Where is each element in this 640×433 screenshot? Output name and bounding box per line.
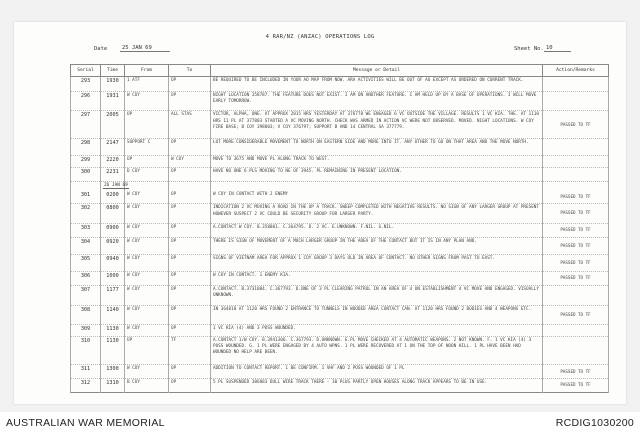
to-cell: ALL STAS (169, 111, 211, 139)
time-cell: 1177 (101, 285, 125, 305)
from-cell: W COY (125, 191, 169, 204)
from-cell: W COY (125, 325, 169, 336)
message-cell: VICTOR, ALPHA, ONE. AT APPROX 2015 HRS YESTERDAY AT 376778 WE ENGAGED 6 VC OUTSIDE THE VILLAGE. RESULTS 1 VC KIA. THE. AT 1110 HRS 11 PL AT 377803 STARTED A VC MOVING NORTH. CHECK WAS ARMED IN ACTION VC WERE NOT OBSERVED. MOVED. NIGHT LOCATIONS. W COY FIRE BASE; B COY 398803; V COY 376797; SUPPORT B AND 14 CENTRAL SA 377779. (211, 111, 543, 139)
from-cell: W COY (125, 91, 169, 111)
from-cell: W COY (125, 272, 169, 286)
time-cell: 2231 (101, 167, 125, 181)
to-cell: OP (169, 365, 211, 379)
table-row (71, 91, 609, 111)
table-cell (543, 181, 609, 191)
serial-cell: 296 (71, 91, 101, 111)
serial-cell: 308 (71, 305, 101, 325)
from-cell: W COY (125, 237, 169, 254)
message-cell: ADDITION TO CONTACT REPORT. 1 BE CONFIRM. 1 VHF AND 2 POSS WOUNDED OF 1 PL (211, 365, 543, 379)
remarks-cell (543, 139, 609, 156)
message-cell: IN 364818 AT 1120 HRS FOUND 2 ENTRANCE TO TUNNELS IN WOODED AREA CONTACT CAN. AT 1120 HRS FOUND 2 BODIES AND 4 WEAPONS ETC. (211, 305, 543, 325)
table-row (71, 336, 609, 365)
remarks-cell (543, 336, 609, 365)
serial-cell: 310 (71, 336, 101, 365)
serial-cell: 305 (71, 254, 101, 271)
message-cell: NIGHT LOCATION 358787. THE FEATURE DOES NOT EXIST. I AM ON ANOTHER FEATURE. I AM HELD UP BY A BASE OF OPERATIONS. I WILL MOVE EARLY TOMORROW. (211, 91, 543, 111)
table-cell (211, 181, 543, 191)
remarks-cell: PASSED TO TF (543, 111, 609, 139)
time-cell: 1140 (101, 305, 125, 325)
message-cell: A.CONTACT 1/W COY. B.3941306. C.367793. D.UNKNOWN. E.PL MOVE CHECKED AT 4 AUTOMATIC WEAPONS. 2 NOT KNOWN. F. 1 VC KIA (4) 3 POSS WOUNDED. G. 1 PL WERE ENGAGED BY 4 AUTO WPNS. 1 PL WERE RECOVERED AT 1 ON THE TOP OF NOON HILL. 1 PL HAVE BEEN HAD WOUNDED NO HELP ARE BEEN. (211, 336, 543, 365)
to-cell: OP (169, 237, 211, 254)
serial-cell: 293 (71, 77, 101, 92)
date-divider-row (71, 181, 609, 191)
to-cell: OP (169, 191, 211, 204)
serial-cell: 302 (71, 204, 101, 224)
to-cell: OP (169, 272, 211, 286)
record-id: RCDIG1030200 (555, 417, 634, 429)
time-cell: 1310 (101, 379, 125, 393)
document-title: 4 RAR/NZ (ANZAC) OPERATIONS LOG (265, 34, 375, 40)
serial-cell: 300 (71, 167, 101, 181)
to-cell: W COY (169, 156, 211, 167)
table-body (71, 77, 609, 393)
header-time: Time (101, 65, 125, 77)
time-cell: 1931 (101, 91, 125, 111)
from-cell: SUPPORT C (125, 139, 169, 156)
from-cell: D COY (125, 167, 169, 181)
serial-cell: 298 (71, 139, 101, 156)
message-cell: THERE IS SIGN OF MOVEMENT OF A MUCH LARGER GROUP IN THE AREA OF THE CONTACT BUT IT IS IN ANY PLAN AND. (211, 237, 543, 254)
table-row (71, 156, 609, 167)
message-cell: 1 VC KIA (4) AND 3 POSS WOUNDED. (211, 325, 543, 336)
from-cell: W COY (125, 285, 169, 305)
serial-cell: 306 (71, 272, 101, 286)
message-cell: HAVE NO ONE 6 PLS MOVING TO NE OF 3945. PL REMAINING IN PRESENT LOCATION. (211, 167, 543, 181)
time-cell: 0940 (101, 254, 125, 271)
header-from: From (125, 65, 169, 77)
time-cell: 1000 (101, 272, 125, 286)
message-cell: LOT MORE CONSIDERABLE MOVEMENT TO NORTH ON EASTERN SIDE AND MORE INTO IT. ANY OTHER TO GO ON THAT AREA AND THE MOVE NORTH. (211, 139, 543, 156)
table-row (71, 191, 609, 204)
from-cell: B COY (125, 379, 169, 393)
table-cell (169, 181, 211, 191)
serial-cell: 304 (71, 237, 101, 254)
header-to: To (169, 65, 211, 77)
table-row (71, 139, 609, 156)
time-cell: 1300 (101, 365, 125, 379)
time-cell: 2147 (101, 139, 125, 156)
to-cell: OP (169, 204, 211, 224)
sheet-label: Sheet No. (514, 46, 544, 52)
serial-cell: 303 (71, 223, 101, 237)
remarks-cell (543, 156, 609, 167)
message-cell: BE REQUIRED TO BE INCLUDED IN YOUR AO MAP FROM NOW. ARA ACTIVITIES WILL BE OUT OF AO EXCEPT AS ORDERED ON CURRENT TRACK. (211, 77, 543, 92)
to-cell: OP (169, 379, 211, 393)
remarks-cell (543, 167, 609, 181)
sheet-value (544, 45, 571, 52)
message-cell: A.CONTACT. B.3731084. C.367793. D.ONE OF 3 PL CLEARING PATROL IN AN AREA OF 4 ON ESTABLISHMENT 4 VC MOVE AND ENGAGED. VISUALLY UNKNOWN. (211, 285, 543, 305)
remarks-cell: PASSED TO TF (543, 379, 609, 393)
message-cell: SIGNS OF VIETNAM AREA FOR APPROX 1 COY GROUP 3 DAYS OLD IN AREA OF CONTACT. NO OTHER SIGNS FROM PAST TO EAST. (211, 254, 543, 271)
log-sheet (14, 22, 626, 404)
date-divider-cell (101, 181, 128, 191)
time-cell: 1930 (101, 77, 125, 92)
time-cell: 0900 (101, 223, 125, 237)
to-cell: OP (169, 91, 211, 111)
to-cell: OP (169, 167, 211, 181)
message-cell: 5 PL SUSPENDED 386883 DULL WIRE TRACK THERE - 30 PLUS PARTLY OPEN HOUSES ALONG TRACK APPEARS TO BE IN USE. (211, 379, 543, 393)
table-row (71, 272, 609, 286)
to-cell: OP (169, 139, 211, 156)
remarks-cell (543, 325, 609, 336)
time-cell: 0200 (101, 191, 125, 204)
table-row (71, 254, 609, 271)
table-cell (125, 181, 169, 191)
to-cell: TF (169, 336, 211, 365)
table-row (71, 365, 609, 379)
from-cell: OP (125, 336, 169, 365)
sheet-value-text: 10 (544, 45, 571, 52)
message-cell: W COY IN CONTACT. 1 ENEMY KIA. (211, 272, 543, 286)
table-row (71, 167, 609, 181)
serial-cell: 301 (71, 191, 101, 204)
table-row (71, 223, 609, 237)
time-cell: 2220 (101, 156, 125, 167)
table-header-row (71, 65, 609, 77)
from-cell: W COY (125, 223, 169, 237)
table-row (71, 77, 609, 92)
remarks-cell: PASSED TO TF (543, 254, 609, 271)
header-action: Action/Remarks (543, 65, 609, 77)
table-row (71, 325, 609, 336)
table-cell (71, 181, 101, 191)
time-cell: 0920 (101, 237, 125, 254)
from-cell: OP (125, 156, 169, 167)
serial-cell: 312 (71, 379, 101, 393)
header-serial: Serial (71, 65, 101, 77)
remarks-cell: PASSED TO TF (543, 191, 609, 204)
from-cell: OP (125, 111, 169, 139)
to-cell: OP (169, 325, 211, 336)
remarks-cell: PASSED TO TF (543, 223, 609, 237)
date-value (120, 45, 170, 52)
message-cell: MOVE TO 3675 AND MOVE PL ALONG TRACK TO WEST. (211, 156, 543, 167)
remarks-cell: PASSED TO TF (543, 204, 609, 224)
from-cell: W COY (125, 254, 169, 271)
to-cell: OP (169, 77, 211, 92)
table-row (71, 285, 609, 305)
time-cell: 1130 (101, 325, 125, 336)
remarks-cell (543, 91, 609, 111)
remarks-cell: PASSED TO TF (543, 237, 609, 254)
from-cell: W COY (125, 365, 169, 379)
to-cell: OP (169, 223, 211, 237)
remarks-cell: PASSED TO TF (543, 365, 609, 379)
table-row (71, 305, 609, 325)
time-cell: 1130 (101, 336, 125, 365)
serial-cell: 309 (71, 325, 101, 336)
table-row (71, 379, 609, 393)
serial-cell: 307 (71, 285, 101, 305)
table-row (71, 204, 609, 224)
time-cell: 2005 (101, 111, 125, 139)
remarks-cell (543, 77, 609, 92)
date-divider: 26 JAN 69 (104, 182, 128, 188)
message-cell: A.CONTACT W COY. B.358801. C.364795. D. 2 VC. E.UNKNOWN. F.NIL. G.NIL. (211, 223, 543, 237)
table-row (71, 111, 609, 139)
table-row (71, 237, 609, 254)
to-cell: OP (169, 254, 211, 271)
message-cell: W COY IN CONTACT WITH 2 ENEMY (211, 191, 543, 204)
to-cell: OP (169, 285, 211, 305)
from-cell: W COY (125, 204, 169, 224)
date-label: Date (94, 46, 108, 52)
operations-log-table (70, 64, 609, 393)
to-cell: OP (169, 305, 211, 325)
date-value-text: 25 JAN 69 (120, 45, 170, 52)
from-cell: 1 ATF (125, 77, 169, 92)
message-cell: INDICATION 2 VC MOVING A ROAD IN THE UP A TRACK. SWEEP COMPLETED WITH NEGATIVE RESULTS. NO SIGN OF ANY LARGER GROUP AT PRESENT HOWEVER SUSPECT 2 VC COULD BE SECURITY GROUP FOR LARGER PARTY. (211, 204, 543, 224)
time-cell: 0800 (101, 204, 125, 224)
serial-cell: 299 (71, 156, 101, 167)
from-cell: W COY (125, 305, 169, 325)
remarks-cell (543, 285, 609, 305)
remarks-cell: PASSED TO TF (543, 305, 609, 325)
remarks-cell: PASSED TO TF (543, 272, 609, 286)
serial-cell: 297 (71, 111, 101, 139)
serial-cell: 311 (71, 365, 101, 379)
archive-caption: AUSTRALIAN WAR MEMORIAL (6, 417, 165, 429)
header-message: Message or Detail (211, 65, 543, 77)
